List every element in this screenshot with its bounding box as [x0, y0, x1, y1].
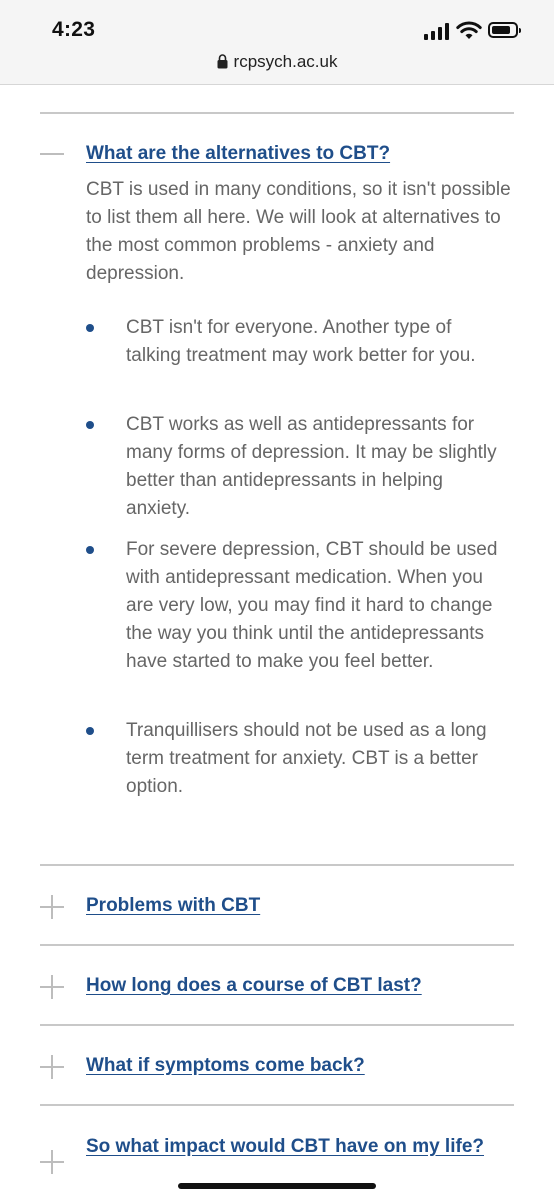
expand-icon[interactable]	[40, 895, 64, 919]
list-item-text: CBT works as well as antidepressants for many forms of depression. It may be slightly better than antidepressants in helping anxiety.	[126, 414, 497, 519]
list-item-text: For severe depression, CBT should be used with antidepressant medication. When you are very low, you may find it hard to change the way you think until the antidepressants have started to make you feel better.	[126, 539, 498, 672]
battery-icon	[488, 22, 518, 38]
lock-icon	[217, 54, 228, 69]
cellular-signal-icon	[424, 20, 452, 42]
wifi-icon	[456, 20, 482, 42]
expand-icon[interactable]	[40, 975, 64, 999]
accordion-title-impact[interactable]: So what impact would CBT have on my life?	[86, 1136, 484, 1157]
address-bar[interactable]	[0, 52, 554, 72]
url-text: rcpsych.ac.uk	[233, 52, 338, 71]
section-divider	[40, 944, 514, 946]
section-intro-text: CBT is used in many conditions, so it isn't possible to list them all here. We will look at alternatives to the most common problems - anxiety and depression.	[86, 179, 511, 284]
section-divider	[40, 1024, 514, 1026]
collapse-icon[interactable]	[40, 142, 64, 166]
bullet-dot-icon	[86, 324, 94, 332]
section-divider	[40, 112, 514, 114]
list-item-text: CBT isn't for everyone. Another type of talking treatment may work better for you.	[126, 317, 476, 366]
expand-icon[interactable]	[40, 1055, 64, 1079]
bullet-dot-icon	[86, 546, 94, 554]
accordion-title-problems[interactable]: Problems with CBT	[86, 895, 261, 916]
expand-icon[interactable]	[40, 1150, 64, 1174]
bullet-dot-icon	[86, 421, 94, 429]
accordion-title-symptoms-return[interactable]: What if symptoms come back?	[86, 1055, 365, 1076]
browser-top-bar	[0, 0, 554, 85]
bullet-dot-icon	[86, 727, 94, 735]
accordion-title-course-length[interactable]: How long does a course of CBT last?	[86, 975, 422, 996]
status-time: 4:23	[52, 18, 96, 41]
status-icons	[424, 20, 524, 42]
home-indicator[interactable]	[178, 1183, 376, 1189]
accordion-title-alternatives[interactable]: What are the alternatives to CBT?	[86, 143, 391, 164]
section-divider	[40, 1104, 514, 1106]
section-divider	[40, 864, 514, 866]
list-item-text: Tranquillisers should not be used as a long term treatment for anxiety. CBT is a better option.	[126, 720, 487, 797]
